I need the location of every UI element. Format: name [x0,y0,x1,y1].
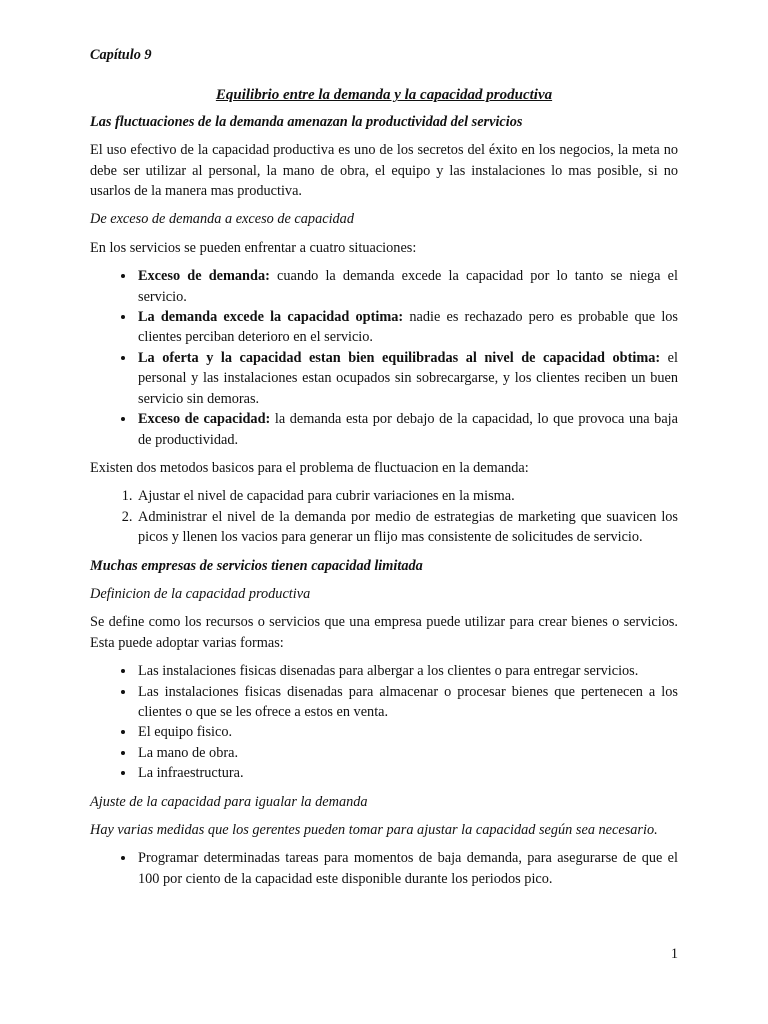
list-item: • La mano de obra. [136,743,678,763]
paragraph-situations-intro: En los servicios se pueden enfrentar a cuatro situaciones: [90,239,417,256]
paragraph-definition: Se define como los recursos o servicios que una empresa puede utilizar para crear bienes o servicios. Esta puede adoptar varias formas: [90,614,678,651]
subheading-adjustment: Ajuste de la capacidad para igualar la demanda [90,793,368,810]
methods-list [90,486,678,547]
forms-list [90,661,678,783]
list-item: • Programar determinadas tareas para momentos de baja demanda, para asegurarse de que el 100 por ciento de la capacidad este disponible durante los periodos pico. [136,848,678,889]
list-item-text: cuando la demanda excede la capacidad por lo tanto se niega el servicio. [138,268,678,305]
list-item-text: nadie es rechazado pero es probable que los clientes perciban deterioro en el servicio. [138,309,678,346]
list-item-term: Exceso de capacidad: [138,411,271,428]
list-item: • Las instalaciones fisicas disenadas para albergar a los clientes o para entregar servicios. [136,661,678,681]
section-heading-fluctuations: Las fluctuaciones de la demanda amenazan la productividad del servicios [90,113,523,130]
list-item: • La infraestructura. [136,763,678,783]
list-item: 2. Administrar el nivel de la demanda por medio de estrategias de marketing que suavicen los picos y llenen los vacios para generar un flijo mas consistente de solicitudes de servicio. [136,507,678,548]
list-item-text: la demanda esta por debajo de la capacidad, lo que provoca una baja de productividad. [138,411,678,448]
paragraph-capacity-use: El uso efectivo de la capacidad productiva es uno de los secretos del éxito en los negocios, la meta no debe ser utilizar al personal, la mano de obra, el equipo y las instalaciones lo mas posible, si no usarlos de la manera mas productiva. [90,142,678,200]
paragraph-methods-intro: Existen dos metodos basicos para el problema de fluctuacion en la demanda: [90,459,529,476]
measures-list [90,848,678,889]
document-title: Equilibrio entre la demanda y la capacidad productiva [215,87,553,104]
list-item: • Las instalaciones fisicas disenadas para almacenar o procesar bienes que pertenecen a los clientes o que se les ofrece a estos en venta. [136,682,678,723]
list-item-term: La oferta y la capacidad estan bien equilibradas al nivel de capacidad obtima: [138,349,661,366]
list-item [136,307,678,348]
list-item [136,266,678,307]
situations-list [90,266,678,450]
list-item-term: Exceso de demanda: [138,268,270,285]
list-item [136,348,678,409]
list-item [136,409,678,450]
list-item-text: el personal y las instalaciones estan ocupados sin sobrecargarse, y los clientes reciben un buen servicio sin demoras. [138,349,678,407]
list-item: • El equipo fisico. [136,722,678,742]
subheading-excess: De exceso de demanda a exceso de capacidad [90,211,354,228]
list-item-term: La demanda excede la capacidad optima: [138,309,404,326]
page-number: 1 [670,946,678,962]
subheading-definition: Definicion de la capacidad productiva [90,585,311,602]
paragraph-measures: Hay varias medidas que los gerentes pueden tomar para ajustar la capacidad según sea necesario. [90,822,658,838]
section-heading-limited-capacity: Muchas empresas de servicios tienen capacidad limitada [90,557,423,574]
list-item: 1. Ajustar el nivel de capacidad para cubrir variaciones en la misma. [136,486,678,506]
chapter-label: Capítulo 9 [90,47,152,63]
